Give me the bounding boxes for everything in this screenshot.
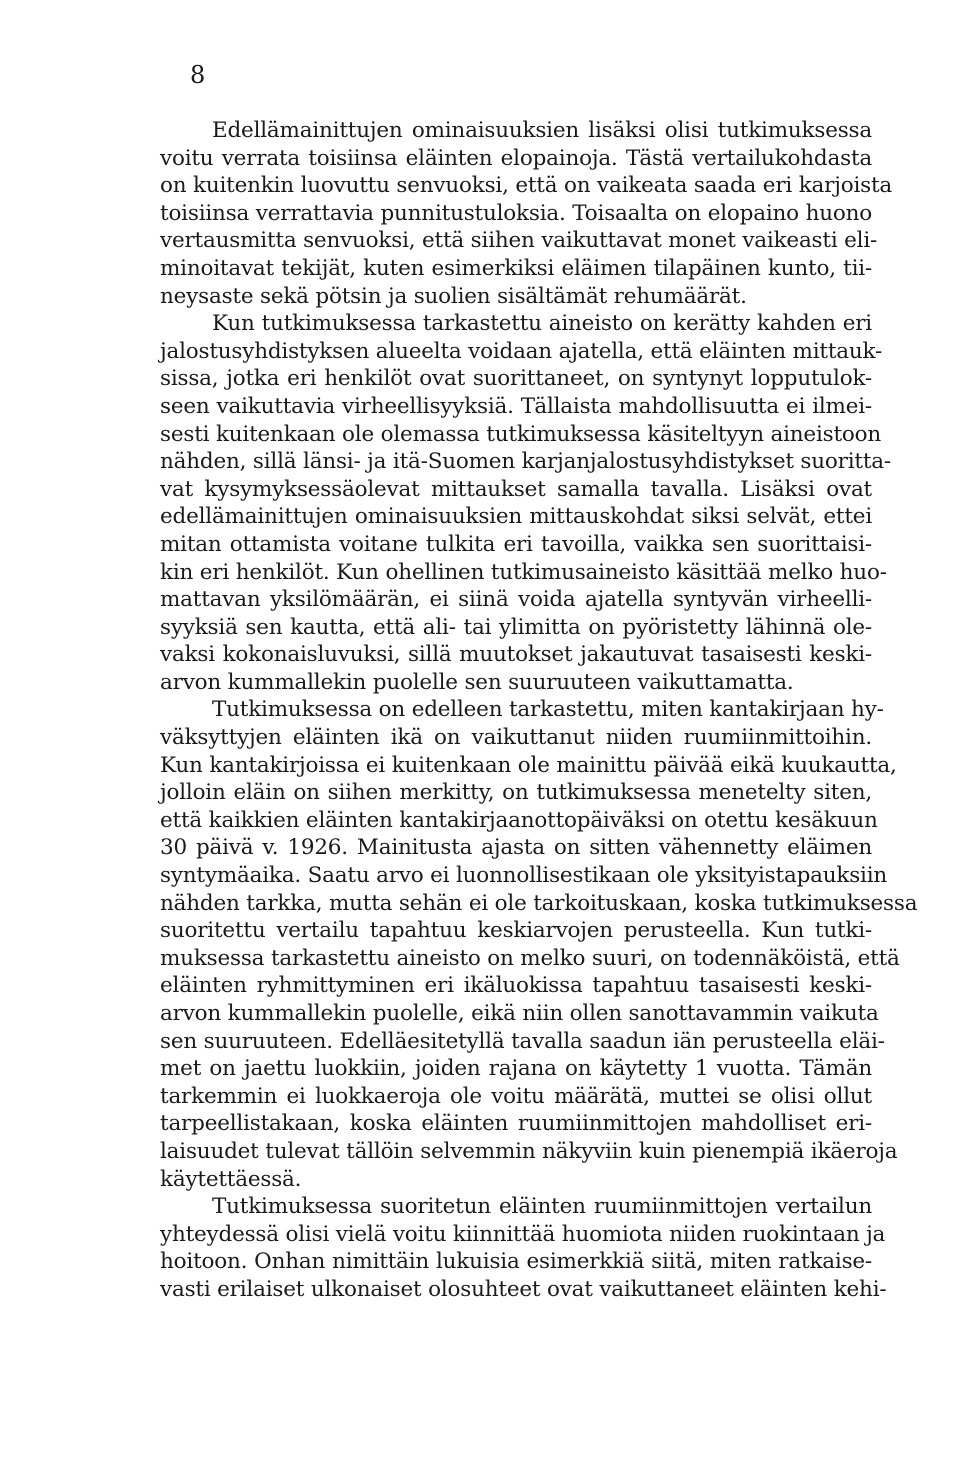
paragraph-1 [160,117,893,310]
text-line: Kun kantakirjoissa ei kuitenkaan ole mainittu päivää eikä kuukautta, [160,752,897,778]
text-line: met on jaettu luokkiin, joiden rajana on käytetty 1 vuotta. Tämän [160,1056,872,1082]
text-line: hoitoon. Onhan nimittäin lukuisia esimerkkiä siitä, miten ratkaise- [160,1249,872,1275]
text-line: toisiinsa verrattavia punnitustuloksia. Toisaalta on elopaino huono [160,200,872,226]
text-line: laisuudet tulevat tällöin selvemmin näkyviin kuin pienempiä ikäeroja [160,1138,898,1164]
text-line: vasti erilaiset ulkonaiset olosuhteet ovat vaikuttaneet eläinten kehi- [160,1276,887,1302]
text-line: arvon kummallekin puolelle sen suuruuteen vaikuttamatta. [160,669,794,695]
text-line: nähden tarkka, mutta sehän ei ole tarkoituskaan, koska tutkimuksessa [160,890,918,916]
text-line: neysaste sekä pötsin ja suolien sisältämät rehumäärät. [160,283,747,309]
text-line: sissa, jotka eri henkilöt ovat suorittaneet, on syntynyt lopputulok- [160,366,872,392]
text-line: eläinten ryhmittyminen eri ikäluokissa tapahtuu tasaisesti keski- [160,973,872,999]
text-line: Tutkimuksessa suoritetun eläinten ruumiinmittojen vertailun [212,1194,872,1220]
text-line: minoitavat tekijät, kuten esimerkiksi eläimen tilapäinen kunto, tii- [160,255,872,281]
text-line: mitan ottamista voitane tulkita eri tavoilla, vaikka sen suorittaisi- [160,531,872,557]
text-line: mattavan yksilömäärän, ei siinä voida ajatella syntyvän virheelli- [160,587,872,613]
text-line: vaksi kokonaisluvuksi, sillä muutokset jakautuvat tasaisesti keski- [160,642,872,668]
paragraph-4 [160,1193,887,1303]
text-line: käytettäessä. [160,1166,302,1192]
text-line: on kuitenkin luovuttu senvuoksi, että on vaikeata saada eri karjoista [160,173,893,199]
text-line: vat kysymyksessäolevat mittaukset samalla tavalla. Lisäksi ovat [160,476,872,502]
text-line: edellämainittujen ominaisuuksien mittauskohdat siksi selvät, ettei [160,504,872,530]
text-line: kin eri henkilöt. Kun ohellinen tutkimusaineisto käsittää melko huo- [160,559,887,585]
text-line: syntymäaika. Saatu arvo ei luonnollisestikaan ole yksityistapauksiin [160,863,888,889]
text-line: sesti kuitenkaan ole olemassa tutkimuksessa käsiteltyyn aineistoon [160,421,882,447]
text-line: Kun tutkimuksessa tarkastettu aineisto on kerätty kahden eri [212,311,872,337]
text-line: sen suuruuteen. Edelläesitetyllä tavalla saadun iän perusteella eläi- [160,1028,885,1054]
paragraph-2 [160,310,891,696]
text-line: yhteydessä olisi vielä voitu kiinnittää huomiota niiden ruokintaan ja [160,1221,886,1247]
text-line: jolloin eläin on siihen merkitty, on tutkimuksessa menetelty siten, [160,780,872,806]
text-line: tarpeellistakaan, koska eläinten ruumiinmittojen mahdolliset eri- [160,1111,872,1137]
text-line: Edellämainittujen ominaisuuksien lisäksi olisi tutkimuksessa [212,118,872,143]
text-line: väksyttyjen eläinten ikä on vaikuttanut niiden ruumiinmittoihin. [160,725,872,751]
text-line: arvon kummallekin puolelle, eikä niin ollen sanottavammin vaikuta [160,1001,879,1026]
text-line: seen vaikuttavia virheellisyyksiä. Tällaista mahdollisuutta ei ilmei- [160,393,872,419]
text-line: tarkemmin ei luokkaeroja ole voitu määrätä, muttei se olisi ollut [160,1083,872,1109]
text-line: syyksiä sen kautta, että ali- tai ylimitta on pyöristetty lähinnä ole- [160,614,872,640]
text-line: vertausmitta senvuoksi, että siihen vaikuttavat monet vaikeasti eli- [160,228,878,254]
text-line: 30 päivä v. 1926. Mainitusta ajasta on sitten vähennetty eläimen [160,835,872,861]
text-line: että kaikkien eläinten kantakirjaanottopäiväksi on otettu kesäkuun [160,807,878,833]
text-line: nähden, sillä länsi- ja itä-Suomen karjanjalostusyhdistykset suoritta- [160,449,891,475]
text-line: suoritettu vertailu tapahtuu keskiarvojen perusteella. Kun tutki- [160,918,872,944]
paragraph-3 [160,696,918,1193]
text-line: jalostusyhdistyksen alueelta voidaan ajatella, että eläinten mittauk- [160,338,883,364]
text-line: muksessa tarkastettu aineisto on melko suuri, on todennäköistä, että [160,945,900,971]
text-line: voitu verrata toisiinsa eläinten elopainoja. Tästä vertailukohdasta [160,145,872,171]
body-text [160,117,918,1304]
text-line: Tutkimuksessa on edelleen tarkastettu, miten kantakirjaan hy- [212,697,884,723]
page-number: 8 [190,61,206,89]
